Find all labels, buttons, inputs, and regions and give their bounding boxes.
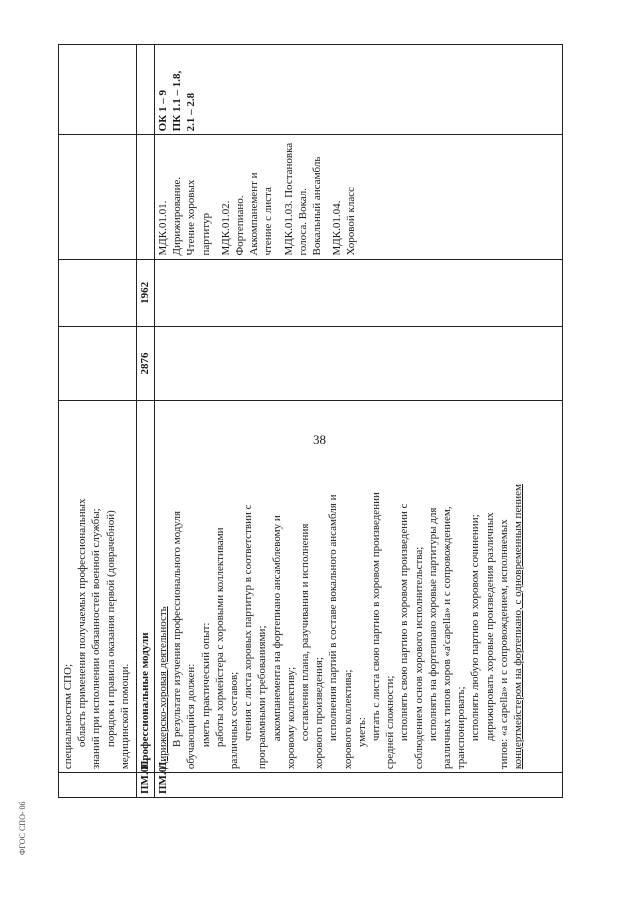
skills-item: соблюдением основ хорового исполнительства; [412, 546, 425, 770]
practice-item: аккомпанемента на фортепиано ансамблевому и [270, 515, 283, 742]
practice-item: хорового произведения; [313, 657, 326, 770]
skills-item: дирижировать хоровые произведения различных [483, 512, 496, 742]
skills-item: типов: «a capella» и с сопровождением, исполняемых [497, 519, 510, 770]
practice-item: чтения с листа хоровых партитур в соответствии с [242, 504, 255, 742]
practice-heading: иметь практический опыт: [199, 622, 212, 748]
pm01-intro2: обучающийся должен: [185, 663, 198, 770]
skills-item: исполнять свою партию в хоровом произведении с [398, 503, 411, 742]
table-row-pm00 [137, 45, 155, 798]
cell-intro-text [59, 400, 137, 773]
cell-code-empty [59, 773, 137, 798]
practice-item: составления плана, разучивания и исполнения [299, 523, 312, 742]
practice-item: исполнения партий в составе вокального ансамбля и [327, 494, 340, 742]
table-row-pm01 [155, 45, 563, 798]
skills-item: исполнять любую партию в хоровом сочинении; [469, 514, 482, 742]
pm01-description [155, 400, 563, 773]
pm00-max-load: 2876 [137, 327, 155, 400]
mdk-line: Фортепиано. [234, 195, 247, 256]
mdk-line: Аккомпанемент и [248, 172, 261, 256]
pm01-title: Дирижерско-хоровая деятельность [157, 606, 169, 770]
skills-item: средней сложности; [384, 675, 397, 770]
pm01-competencies [155, 45, 563, 135]
skills-item: различных типов хоров «a'capella» и с сопровождением, [441, 506, 454, 770]
mdk-line: МДК.01.03. Постановка [282, 142, 295, 256]
mdk-line: Вокальный ансамбль [311, 156, 324, 256]
table-row-intro [59, 45, 137, 798]
skills-heading: уметь: [355, 717, 368, 748]
pm01-mdk-list [155, 135, 563, 259]
skills-item: концертмейстером на фортепиано, с одновременным пением [512, 484, 525, 770]
skills-item: транспонировать; [455, 686, 468, 770]
intro-line: специальностям СПО; [62, 664, 74, 770]
pm00-code: ПМ.00. [137, 773, 155, 798]
competency-line: ОК 1 – 9 [157, 90, 169, 132]
intro-line: медицинской помощи. [118, 663, 131, 770]
mdk-line: МДК.01.01. [157, 200, 169, 256]
intro-line: знаний при исполнении обязанностей военной службы; [90, 508, 103, 770]
pm01-intro: В результате изучения профессионального модуля [171, 510, 184, 748]
mdk-line: чтение с листа [262, 187, 275, 256]
skills-item: исполнять на фортепиано хоровые партитуры для [426, 507, 439, 742]
competency-line: ПК 1.1 – 1.8, [171, 70, 184, 132]
mdk-line: Хоровой класс [345, 187, 358, 256]
practice-item: программными требованиями; [256, 625, 269, 770]
curriculum-table [58, 44, 563, 798]
mdk-line: МДК.01.02. [219, 200, 232, 256]
competency-line: 2.1 – 2.8 [185, 92, 198, 132]
pm00-required-hours: 1962 [137, 259, 155, 327]
intro-line: порядок и правила оказания первой (доврачебной) [104, 510, 117, 748]
page-number: 38 [313, 432, 326, 447]
practice-item: хоровому коллективу; [284, 666, 297, 770]
pm01-code: ПМ.01. [155, 773, 563, 798]
mdk-line: МДК.01.04. [331, 200, 344, 256]
intro-line: область применения получаемых профессиональных [76, 498, 89, 748]
mdk-line: партитур [199, 213, 212, 256]
mdk-line: Чтение хоровых [185, 179, 198, 256]
footer-standard-code: ФГОС СПО- 06 [18, 801, 27, 855]
practice-item: различных составов; [228, 671, 241, 770]
practice-item: хорового коллектива; [341, 669, 354, 770]
practice-item: работы хормейстера с хоровыми коллективами [213, 527, 226, 748]
mdk-line: Дирижирование. [171, 176, 184, 256]
mdk-line: голоса. Вокал. [296, 188, 309, 256]
skills-item: читать с листа свою партию в хоровом произведении [370, 492, 383, 742]
pm00-title: Профессиональные модули [137, 400, 155, 773]
